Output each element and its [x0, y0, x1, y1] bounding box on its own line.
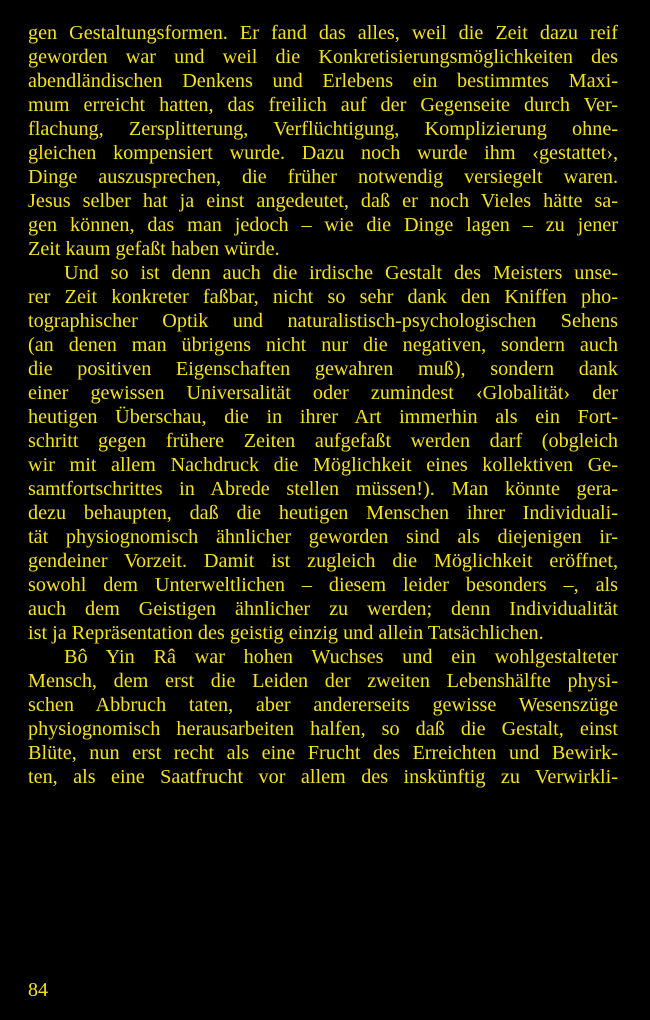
text-line: (an denen man übrigens nicht nur die negativen, sondern auch [28, 334, 618, 356]
text-line: dezu behaupten, daß die heutigen Menschen ihrer Individuali- [28, 502, 618, 524]
text-line: gen können, das man jedoch – wie die Dinge lagen – zu jener [28, 214, 618, 236]
text-line: gleichen kompensiert wurde. Dazu noch wurde ihm ‹gestattet›, [28, 142, 618, 164]
text-line: Dinge auszusprechen, die früher notwendig versiegelt waren. [28, 166, 618, 188]
text-line: tographischer Optik und naturalistisch-psychologischen Sehens [28, 310, 618, 332]
text-line: Und so ist denn auch die irdische Gestalt des Meisters unse- [64, 262, 618, 284]
text-line: abendländischen Denkens und Erlebens ein bestimmtes Maxi- [28, 70, 618, 92]
text-line: die positiven Eigenschaften gewahren muß), sondern dank [28, 358, 618, 380]
text-line: rer Zeit konkreter faßbar, nicht so sehr dank den Kniffen pho- [28, 286, 618, 308]
text-line: gen Gestaltungsformen. Er fand das alles, weil die Zeit dazu reif [28, 22, 618, 44]
text-line: heutigen Überschau, die in ihrer Art immerhin als ein Fort- [28, 406, 618, 428]
page-number: 84 [28, 979, 48, 1001]
text-line: schen Abbruch taten, aber andererseits gewisse Wesenszüge [28, 694, 618, 716]
text-line: Bô Yin Râ war hohen Wuchses und ein wohlgestalteter [64, 646, 618, 668]
text-line: einer gewissen Universalität oder zumindest ‹Globalität› der [28, 382, 618, 404]
text-line: Mensch, dem erst die Leiden der zweiten Lebenshälfte physi- [28, 670, 618, 692]
text-line: mum erreicht hatten, das freilich auf der Gegenseite durch Ver- [28, 94, 618, 116]
text-line: Blüte, nun erst recht als eine Frucht des Erreichten und Bewirk- [28, 742, 618, 764]
text-line: gendeiner Vorzeit. Damit ist zugleich die Möglichkeit eröffnet, [28, 550, 618, 572]
body-text [28, 21, 618, 789]
text-line: schritt gegen frühere Zeiten aufgefaßt werden darf (obgleich [28, 430, 618, 452]
text-line: flachung, Zersplitterung, Verflüchtigung, Komplizierung ohne- [28, 118, 618, 140]
text-line: wir mit allem Nachdruck die Möglichkeit eines kollektiven Ge- [28, 454, 618, 476]
text-line: samtfortschrittes in Abrede stellen müssen!). Man könnte gera- [28, 478, 618, 500]
text-line: Jesus selber hat ja einst angedeutet, daß er noch Vieles hätte sa- [28, 190, 618, 212]
text-line: physiognomisch herausarbeiten halfen, so daß die Gestalt, einst [28, 718, 618, 740]
text-line: auch dem Geistigen ähnlicher zu werden; denn Individualität [28, 598, 618, 620]
text-line: ist ja Repräsentation des geistig einzig und allein Tatsächlichen. [28, 622, 544, 644]
text-line: Zeit kaum gefaßt haben würde. [28, 238, 280, 260]
text-line: sowohl dem Unterweltlichen – diesem leider besonders –, als [28, 574, 618, 596]
text-line: tät physiognomisch ähnlicher geworden sind als diejenigen ir- [28, 526, 618, 548]
text-line: geworden war und weil die Konkretisierungsmöglichkeiten des [28, 46, 618, 68]
text-line: ten, als eine Saatfrucht vor allem des inskünftig zu Verwirkli- [28, 766, 618, 788]
